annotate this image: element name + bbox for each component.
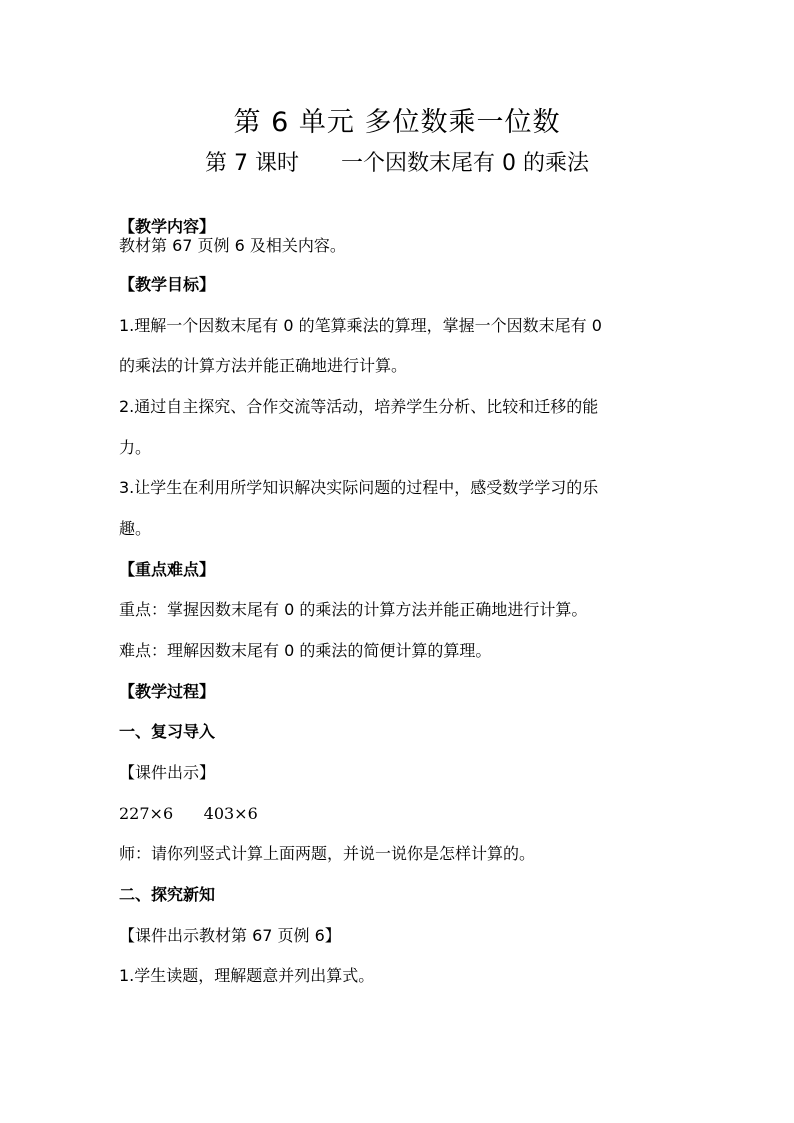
section-heading-objectives: 【教学目标】 <box>119 275 216 294</box>
lesson-subtitle: 第 7 课时 一个因数末尾有 0 的乘法 <box>205 151 589 176</box>
paragraph-line: 难点：理解因数末尾有 0 的乘法的简便计算的算理。 <box>119 641 492 660</box>
paragraph-line: 的乘法的计算方法并能正确地进行计算。 <box>119 356 408 375</box>
courseware-label: 【课件出示教材第 67 页例 6】 <box>119 926 341 945</box>
paragraph-line: 趣。 <box>119 519 152 538</box>
paragraph-line: 力。 <box>119 438 152 457</box>
exercise-line: 227×6 403×6 <box>119 804 258 823</box>
section-heading-keypoints: 【重点难点】 <box>119 560 216 579</box>
paragraph-line: 1.学生读题，理解题意并列出算式。 <box>119 966 375 985</box>
unit-title: 第 6 单元 多位数乘一位数 <box>233 107 561 138</box>
paragraph-line: 重点：掌握因数末尾有 0 的乘法的计算方法并能正确地进行计算。 <box>119 600 588 619</box>
paragraph-line: 教材第 67 页例 6 及相关内容。 <box>119 236 346 255</box>
paragraph-line: 2.通过自主探究、合作交流等活动，培养学生分析、比较和迁移的能 <box>119 397 599 416</box>
subsection-heading-review: 一、复习导入 <box>119 722 216 741</box>
paragraph-line: 1.理解一个因数末尾有 0 的笔算乘法的算理，掌握一个因数末尾有 0 <box>119 316 602 335</box>
paragraph-line: 师：请你列竖式计算上面两题，并说一说你是怎样计算的。 <box>119 844 536 863</box>
section-heading-process: 【教学过程】 <box>119 682 216 701</box>
courseware-label: 【课件出示】 <box>119 763 216 782</box>
paragraph-line: 3.让学生在利用所学知识解决实际问题的过程中，感受数学学习的乐 <box>119 478 599 497</box>
subsection-heading-explore: 二、探究新知 <box>119 885 216 904</box>
section-heading-content: 【教学内容】 <box>119 217 216 236</box>
